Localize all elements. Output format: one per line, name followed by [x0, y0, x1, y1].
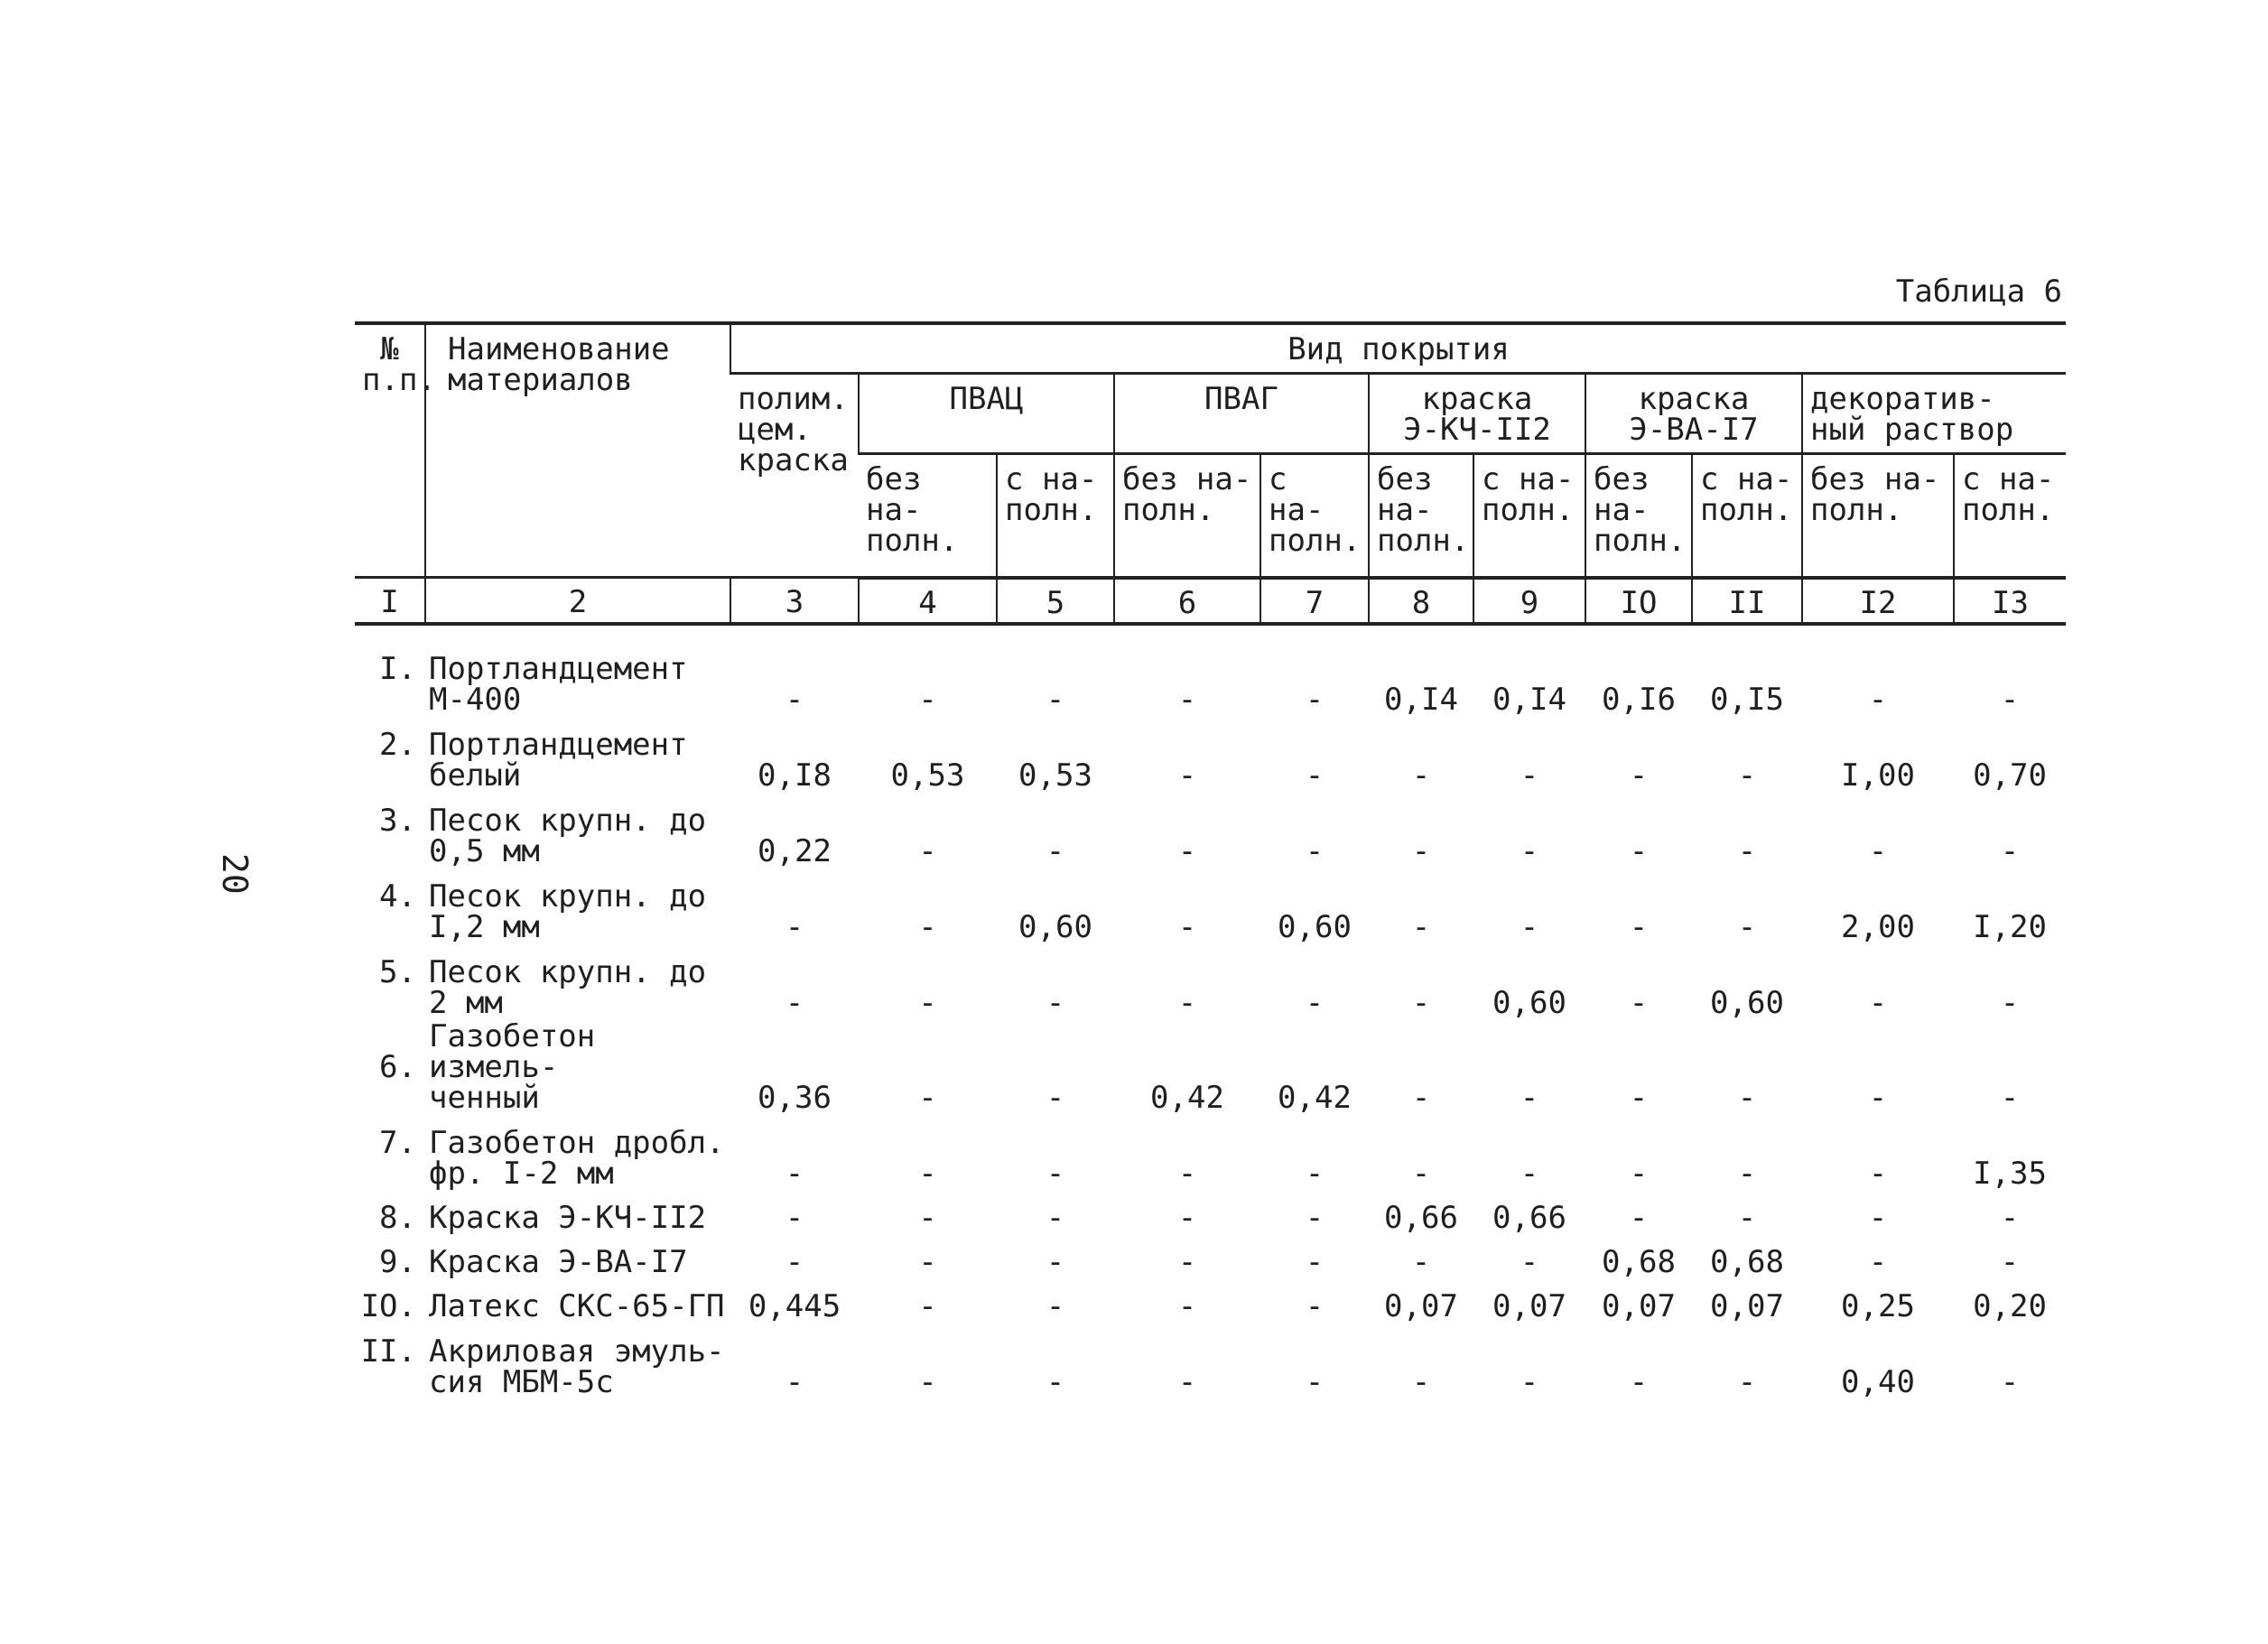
value-cell: 0,60	[1018, 908, 1092, 945]
value-cell: -	[1177, 1199, 1197, 1236]
value-cell: -	[1868, 1155, 1888, 1192]
value-cell: -	[1177, 757, 1197, 794]
column-number: 7	[1260, 578, 1369, 624]
value-cell: -	[1737, 832, 1757, 869]
value-cell: -	[1046, 1155, 1065, 1192]
column-number: 4	[859, 578, 997, 624]
value-cell: 0,68	[1710, 1243, 1784, 1280]
value-cell: -	[2000, 1079, 2020, 1116]
value-cell: -	[918, 908, 937, 945]
value-cell: -	[918, 1287, 937, 1324]
value-cell: 0,70	[1973, 757, 2047, 794]
value-cell: -	[1737, 1199, 1757, 1236]
value-cell: 0,42	[1278, 1079, 1352, 1116]
value-cell: -	[1411, 908, 1431, 945]
value-cell: -	[1411, 1155, 1431, 1192]
header-paint-eva: краска Э-ВА-I7	[1585, 374, 1802, 454]
header-sub-c7: с на- полн.	[1260, 454, 1369, 578]
column-number: II	[1692, 578, 1802, 624]
value-cell: -	[1629, 832, 1649, 869]
value-cell: -	[2000, 984, 2020, 1021]
value-cell: -	[918, 681, 937, 718]
value-cell: -	[918, 1079, 937, 1116]
column-number: 8	[1369, 578, 1473, 624]
value-cell: -	[1629, 1363, 1649, 1400]
header-sub-c9: с на- полн.	[1473, 454, 1585, 578]
value-cell: -	[1520, 1079, 1539, 1116]
value-cell: -	[1868, 984, 1888, 1021]
value-cell: -	[785, 1243, 804, 1280]
column-number: 5	[997, 578, 1114, 624]
material-name: Краска Э-КЧ-II2	[429, 1199, 707, 1236]
value-cell: -	[1868, 1199, 1888, 1236]
value-cell: -	[1629, 757, 1649, 794]
value-cell: -	[2000, 1243, 2020, 1280]
header-sub-c5: с на- полн.	[997, 454, 1114, 578]
value-cell: -	[785, 984, 804, 1021]
header-sub-c8: без на- полн.	[1369, 454, 1473, 578]
header-coating-type: Вид покрытия	[730, 323, 2066, 374]
value-cell: 0,I5	[1710, 681, 1784, 718]
value-cell: -	[1305, 1155, 1325, 1192]
row-number: I.	[379, 650, 416, 687]
table-row	[355, 1192, 2066, 1236]
value-cell: -	[1520, 832, 1539, 869]
value-cell: 0,53	[1018, 757, 1092, 794]
material-name: Портландцемент М-400	[429, 650, 688, 718]
table-row	[355, 624, 2066, 718]
value-cell: -	[1737, 1079, 1757, 1116]
value-cell: -	[1868, 832, 1888, 869]
value-cell: 0,25	[1841, 1287, 1915, 1324]
column-number: 3	[730, 578, 859, 624]
value-cell: 0,60	[1710, 984, 1784, 1021]
value-cell: 0,66	[1492, 1199, 1566, 1236]
value-cell: -	[1411, 1079, 1431, 1116]
value-cell: -	[1305, 1243, 1325, 1280]
value-cell: -	[918, 1199, 937, 1236]
value-cell: -	[1046, 832, 1065, 869]
table-row	[355, 945, 2066, 1021]
table-row	[355, 1116, 2066, 1192]
value-cell: -	[918, 1155, 937, 1192]
row-number: IO.	[360, 1287, 416, 1324]
row-number: 2.	[379, 726, 416, 763]
row-number: 5.	[379, 953, 416, 990]
value-cell: -	[1629, 1199, 1649, 1236]
value-cell: -	[2000, 681, 2020, 718]
value-cell: -	[1177, 1155, 1197, 1192]
page-number: 20	[215, 853, 255, 895]
value-cell: -	[785, 908, 804, 945]
value-cell: -	[1177, 1243, 1197, 1280]
value-cell: -	[1868, 1243, 1888, 1280]
value-cell: -	[1046, 681, 1065, 718]
header-row-number: № п.п.	[355, 323, 425, 578]
value-cell: -	[1046, 1079, 1065, 1116]
value-cell: -	[1868, 681, 1888, 718]
value-cell: 0,66	[1384, 1199, 1458, 1236]
column-number: 2	[425, 578, 730, 624]
value-cell: -	[1046, 1363, 1065, 1400]
value-cell: -	[1177, 908, 1197, 945]
value-cell: 2,00	[1841, 908, 1915, 945]
value-cell: -	[1737, 757, 1757, 794]
value-cell: 0,07	[1602, 1287, 1676, 1324]
header-pvag: ПВАГ	[1114, 374, 1369, 454]
table-row	[355, 1021, 2066, 1116]
value-cell: -	[1305, 1287, 1325, 1324]
material-name: Латекс СКС-65-ГП	[429, 1287, 725, 1324]
value-cell: -	[1411, 1243, 1431, 1280]
column-number: I3	[1954, 578, 2066, 624]
value-cell: -	[1305, 757, 1325, 794]
value-cell: 0,I8	[758, 757, 832, 794]
value-cell: 0,07	[1384, 1287, 1458, 1324]
value-cell: 0,60	[1492, 984, 1566, 1021]
value-cell: I,35	[1973, 1155, 2047, 1192]
value-cell: -	[918, 832, 937, 869]
value-cell: -	[1520, 908, 1539, 945]
table-row	[355, 794, 2066, 869]
value-cell: -	[918, 1243, 937, 1280]
value-cell: -	[1177, 681, 1197, 718]
column-number: I2	[1802, 578, 1954, 624]
value-cell: -	[1737, 908, 1757, 945]
row-number: 6.	[379, 1048, 416, 1085]
value-cell: -	[1046, 1243, 1065, 1280]
value-cell: -	[1177, 984, 1197, 1021]
table-row	[355, 1236, 2066, 1280]
value-cell: -	[1629, 908, 1649, 945]
value-cell: 0,40	[1841, 1363, 1915, 1400]
value-cell: -	[2000, 832, 2020, 869]
value-cell: -	[918, 984, 937, 1021]
value-cell: 0,07	[1710, 1287, 1784, 1324]
value-cell: -	[918, 1363, 937, 1400]
value-cell: -	[1629, 1079, 1649, 1116]
value-cell: 0,I4	[1492, 681, 1566, 718]
value-cell: -	[1520, 1243, 1539, 1280]
value-cell: I,20	[1973, 908, 2047, 945]
header-sub-c13: с на- полн.	[1954, 454, 2066, 578]
value-cell: -	[1411, 832, 1431, 869]
column-number: 6	[1114, 578, 1260, 624]
table-row	[355, 869, 2066, 945]
materials-table	[355, 321, 2066, 1400]
header-polymer-cement-paint: полим. цем. краска	[730, 374, 859, 578]
value-cell: -	[1737, 1363, 1757, 1400]
material-name: Песок крупн. до 2 мм	[429, 953, 707, 1021]
value-cell: -	[1046, 1287, 1065, 1324]
column-number-row	[355, 578, 2066, 624]
value-cell: -	[1411, 1363, 1431, 1400]
header-sub-c4: без на- полн.	[859, 454, 997, 578]
value-cell: 0,20	[1973, 1287, 2047, 1324]
material-name: Газобетон измель- ченный	[429, 1017, 596, 1116]
table-row	[355, 1280, 2066, 1324]
value-cell: 0,36	[758, 1079, 832, 1116]
material-name: Краска Э-ВА-I7	[429, 1243, 688, 1280]
value-cell: -	[1305, 832, 1325, 869]
material-name: Акриловая эмуль- сия МБМ-5с	[429, 1333, 725, 1400]
material-name: Песок крупн. до 0,5 мм	[429, 802, 707, 869]
value-cell: -	[1411, 757, 1431, 794]
value-cell: -	[1520, 1155, 1539, 1192]
value-cell: -	[1629, 984, 1649, 1021]
column-number: I	[355, 578, 425, 624]
column-number: 9	[1473, 578, 1585, 624]
value-cell: -	[1629, 1155, 1649, 1192]
value-cell: 0,I4	[1384, 681, 1458, 718]
header-sub-c6: без на- полн.	[1114, 454, 1260, 578]
value-cell: -	[1411, 984, 1431, 1021]
value-cell: 0,22	[758, 832, 832, 869]
header-material-name: Наименование материалов	[425, 323, 730, 578]
value-cell: -	[785, 681, 804, 718]
value-cell: 0,I6	[1602, 681, 1676, 718]
row-number: 7.	[379, 1124, 416, 1161]
header-sub-c11: с на- полн.	[1692, 454, 1802, 578]
value-cell: -	[1177, 1363, 1197, 1400]
table-row	[355, 1324, 2066, 1400]
header-sub-c10: без на- полн.	[1585, 454, 1692, 578]
value-cell: -	[2000, 1363, 2020, 1400]
row-number: 4.	[379, 878, 416, 915]
value-cell: -	[1046, 1199, 1065, 1236]
value-cell: 0,42	[1150, 1079, 1224, 1116]
value-cell: -	[1305, 1363, 1325, 1400]
material-name: Песок крупн. до I,2 мм	[429, 878, 707, 945]
value-cell: -	[1737, 1155, 1757, 1192]
value-cell: -	[1177, 832, 1197, 869]
row-number: 9.	[379, 1243, 416, 1280]
value-cell: 0,68	[1602, 1243, 1676, 1280]
value-cell: 0,07	[1492, 1287, 1566, 1324]
header-sub-c12: без на- полн.	[1802, 454, 1954, 578]
value-cell: -	[785, 1199, 804, 1236]
material-name: Портландцемент белый	[429, 726, 688, 794]
row-number: 8.	[379, 1199, 416, 1236]
value-cell: 0,60	[1278, 908, 1352, 945]
value-cell: -	[1177, 1287, 1197, 1324]
value-cell: -	[1305, 681, 1325, 718]
table-body	[355, 624, 2066, 1400]
value-cell: 0,53	[890, 757, 965, 794]
material-name: Газобетон дробл. фр. I-2 мм	[429, 1124, 725, 1192]
value-cell: -	[1046, 984, 1065, 1021]
materials-table-container	[355, 321, 2066, 1400]
header-pvac: ПВАЦ	[859, 374, 1114, 454]
table-header	[355, 323, 2066, 624]
column-number: IO	[1585, 578, 1692, 624]
value-cell: -	[1305, 984, 1325, 1021]
value-cell: -	[1868, 1079, 1888, 1116]
header-paint-ekch: краска Э-КЧ-II2	[1369, 374, 1585, 454]
value-cell: -	[1520, 1363, 1539, 1400]
value-cell: I,00	[1841, 757, 1915, 794]
value-cell: -	[1305, 1199, 1325, 1236]
value-cell: 0,445	[748, 1287, 841, 1324]
value-cell: -	[1520, 757, 1539, 794]
value-cell: -	[785, 1155, 804, 1192]
value-cell: -	[2000, 1199, 2020, 1236]
row-number: II.	[360, 1333, 416, 1370]
row-number: 3.	[379, 802, 416, 839]
table-caption: Таблица 6	[1895, 274, 2062, 310]
header-decorative-mortar: декоратив- ный раствор	[1802, 374, 2066, 454]
table-row	[355, 718, 2066, 794]
value-cell: -	[785, 1363, 804, 1400]
